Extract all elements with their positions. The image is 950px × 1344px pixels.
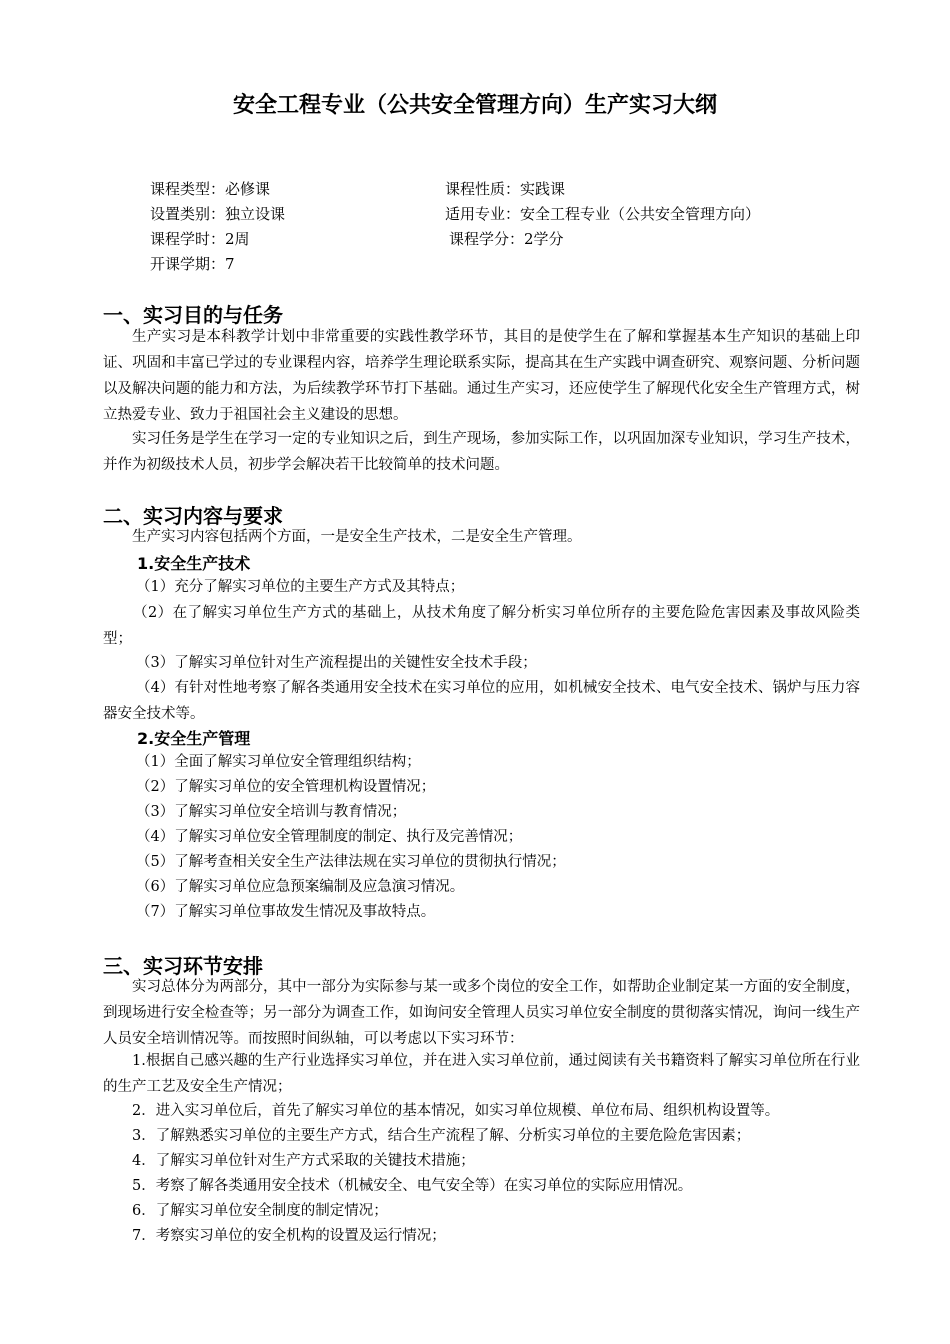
- section-2-sub-1-heading: 1.安全生产技术: [137, 554, 251, 573]
- list-item: 4．了解实习单位针对生产方式采取的关键技术措施；: [132, 1153, 475, 1169]
- list-item: （1）充分了解实习单位的主要生产方式及其特点；: [136, 579, 465, 595]
- section-3-heading: 三、实习环节安排: [103, 954, 263, 978]
- list-item: （1）全面了解实习单位安全管理组织结构；: [136, 754, 421, 770]
- list-item: （6）了解实习单位应急预案编制及应急演习情况。: [136, 879, 465, 895]
- meta-course-nature: 课程性质：实践课: [445, 180, 566, 198]
- list-item: （7）了解实习单位事故发生情况及事故特点。: [136, 904, 436, 920]
- section-3-intro: 实习总体分为两部分，其中一部分为实际参与某一或多个岗位的安全工作，如帮助企业制定某一方面的安全制度，到现场进行安全检查等；另一部分为调查工作，如询问安全管理人员实习单位安全制度的贯彻落实情况，询问一线生产人员安全培训情况等。而按照时间纵轴，可以考虑以下实习环节：: [103, 979, 860, 1047]
- section-2-heading: 二、实习内容与要求: [103, 504, 283, 528]
- section-1-paragraph-2: 实习任务是学生在学习一定的专业知识之后，到生产现场，参加实际工作，以巩固加深专业知识，学习生产技术，并作为初级技术人员，初步学会解决若干比较简单的技术问题。: [103, 431, 860, 473]
- list-item: 3．了解熟悉实习单位的主要生产方式，结合生产流程了解、分析实习单位的主要危险危害因素；: [132, 1128, 751, 1144]
- meta-applicable-major: 适用专业：安全工程专业（公共安全管理方向）: [445, 205, 761, 223]
- list-item: （5）了解考查相关安全生产法律法规在实习单位的贯彻执行情况；: [136, 854, 566, 870]
- section-2-sub-2-heading: 2.安全生产管理: [137, 729, 251, 748]
- list-item: 2．进入实习单位后，首先了解实习单位的基本情况，如实习单位规模、单位布局、组织机构设置等。: [132, 1103, 780, 1119]
- section-1-heading: 一、实习目的与任务: [103, 303, 283, 327]
- list-item: 7．考察实习单位的安全机构的设置及运行情况；: [132, 1228, 446, 1244]
- meta-course-hours: 课程学时：2周: [150, 230, 250, 248]
- meta-course-credits: 课程学分：2学分: [449, 230, 564, 248]
- list-item: 5．考察了解各类通用安全技术（机械安全、电气安全等）在实习单位的实际应用情况。: [132, 1178, 693, 1194]
- list-item: （2）了解实习单位的安全管理机构设置情况；: [136, 779, 436, 795]
- list-item: 6．了解实习单位安全制度的制定情况；: [132, 1203, 388, 1219]
- section-1-paragraph-1: 生产实习是本科教学计划中非常重要的实践性教学环节，其目的是使学生在了解和掌握基本生产知识的基础上印证、巩固和丰富已学过的专业课程内容，培养学生理论联系实际，提高其在生产实践中调查研究、观察问题、分析问题以及解决问题的能力和方法，为后续教学环节打下基础。通过生产实习，还应使学生了解现代化安全生产管理方式，树立热爱专业、致力于祖国社会主义建设的思想。: [103, 329, 860, 423]
- meta-semester: 开课学期：7: [150, 255, 235, 273]
- meta-setup-category: 设置类别：独立设课: [150, 205, 286, 223]
- list-item: （3）了解实习单位针对生产流程提出的关键性安全技术手段；: [136, 655, 537, 671]
- list-item: （2）在了解实习单位生产方式的基础上，从技术角度了解分析实习单位所存的主要危险危害因素及事故风险类型；: [103, 605, 860, 647]
- meta-course-type: 课程类型：必修课: [150, 180, 271, 198]
- list-item: （4）有针对性地考察了解各类通用安全技术在实习单位的应用，如机械安全技术、电气安全技术、锅炉与压力容器安全技术等。: [103, 680, 860, 722]
- section-2-intro: 生产实习内容包括两个方面，一是安全生产技术，二是安全生产管理。: [132, 529, 582, 545]
- document-title: 安全工程专业（公共安全管理方向）生产实习大纲: [232, 93, 717, 118]
- list-item: （4）了解实习单位安全管理制度的制定、执行及完善情况；: [136, 829, 523, 845]
- list-item: 1.根据自己感兴趣的生产行业选择实习单位，并在进入实习单位前，通过阅读有关书籍资料了解实习单位所在行业的生产工艺及安全生产情况；: [103, 1053, 860, 1095]
- list-item: （3）了解实习单位安全培训与教育情况；: [136, 804, 407, 820]
